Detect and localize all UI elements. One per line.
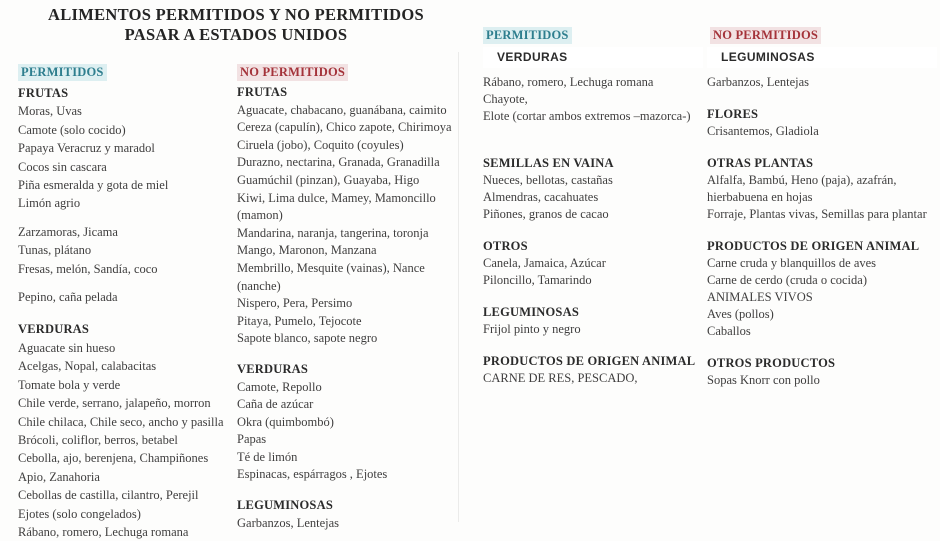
list-item: Nueces, bellotas, castañas	[483, 173, 613, 187]
document-title-line1: ALIMENTOS PERMITIDOS Y NO PERMITIDOS	[48, 5, 424, 24]
list-item: Cocos sin cascara	[18, 159, 107, 174]
food-section	[483, 47, 703, 125]
section-heading: LEGUMINOSAS	[707, 47, 937, 68]
section-heading: LEGUMINOSAS	[237, 498, 333, 513]
list-item: Papaya Veracruz y maradol	[18, 141, 155, 156]
list-item: (mamon)	[237, 208, 283, 223]
list-item: Tunas, plátano	[18, 243, 92, 258]
list-item: Cebolla, ajo, berenjena, Champiñones	[18, 451, 209, 466]
column-header-permitted: PERMITIDOS	[483, 27, 572, 44]
list-item: Té de limón	[237, 449, 298, 464]
food-section	[707, 47, 937, 91]
list-item: Elote (cortar ambos extremos –mazorca-)	[483, 109, 691, 123]
food-section	[707, 238, 937, 340]
section-heading: VERDURAS	[483, 47, 703, 68]
section-heading: FLORES	[707, 107, 759, 121]
list-item: Cereza (capulín), Chico zapote, Chirimoya	[237, 120, 452, 135]
list-item: Caballos	[707, 324, 751, 338]
list-item: Mandarina, naranja, tangerina, toronja	[237, 225, 429, 240]
column-header-permitted: PERMITIDOS	[18, 64, 107, 81]
list-item: Carne cruda y blanquillos de aves	[707, 256, 877, 270]
food-section	[237, 497, 479, 532]
section-heading: VERDURAS	[237, 361, 309, 376]
list-item: hierbabuena en hojas	[707, 190, 813, 204]
document-title-line2: PASAR A ESTADOS UNIDOS	[124, 25, 348, 44]
list-item: Caña de azúcar	[237, 397, 314, 412]
section-heading: SEMILLAS EN VAINA	[483, 156, 614, 170]
list-item: Cebollas de castilla, cilantro, Perejil	[18, 488, 199, 503]
list-item: Pepino, caña pelada	[18, 290, 118, 305]
list-item: CARNE DE RES, PESCADO,	[483, 371, 638, 385]
list-item: Apio, Zanahoria	[18, 469, 100, 484]
list-item: Chile chilaca, Chile seco, ancho y pasilla	[18, 414, 224, 429]
food-section	[707, 355, 937, 389]
list-item: Rábano, romero, Lechuga romana	[483, 75, 654, 89]
section-heading: PRODUCTOS DE ORIGEN ANIMAL	[707, 239, 920, 253]
list-item: Forraje, Plantas vivas, Semillas para plantar	[707, 207, 927, 221]
list-item: Mango, Maronon, Manzana	[237, 243, 377, 258]
column-permitted-right	[483, 26, 703, 387]
list-item: Camote, Repollo	[237, 379, 322, 394]
food-section	[483, 353, 703, 387]
list-item: Pitaya, Pumelo, Tejocote	[237, 313, 362, 328]
list-item: Tomate bola y verde	[18, 377, 121, 392]
food-section	[707, 155, 937, 223]
section-heading: OTROS PRODUCTOS	[707, 356, 836, 370]
column-header-not-permitted: NO PERMITIDOS	[710, 27, 821, 44]
list-item: Piña esmeralda y gota de miel	[18, 178, 169, 193]
section-heading: FRUTAS	[18, 86, 69, 100]
list-item: Ejotes (solo congelados)	[18, 506, 141, 521]
list-item: Garbanzos, Lentejas	[707, 75, 810, 89]
food-section	[237, 361, 479, 484]
list-item: ANIMALES VIVOS	[707, 290, 813, 304]
list-item: Nispero, Pera, Persimo	[237, 296, 353, 311]
list-item: Papas	[237, 432, 267, 447]
section-heading: PRODUCTOS DE ORIGEN ANIMAL	[483, 354, 696, 368]
blank-line	[18, 278, 232, 288]
list-item: Chayote,	[483, 92, 528, 106]
list-item: Moras, Uvas	[18, 104, 82, 119]
list-item: Frijol pinto y negro	[483, 322, 581, 336]
list-item: Espinacas, espárragos , Ejotes	[237, 467, 388, 482]
list-item: Rábano, romero, Lechuga romana	[18, 524, 189, 539]
list-item: Almendras, cacahuates	[483, 190, 599, 204]
list-item: Okra (quimbombó)	[237, 414, 334, 429]
list-item: Sapote blanco, sapote negro	[237, 331, 378, 346]
food-section	[18, 84, 232, 306]
food-section	[18, 320, 232, 541]
list-item: Fresas, melón, Sandía, coco	[18, 261, 158, 276]
list-item: Canela, Jamaica, Azúcar	[483, 256, 606, 270]
section-heading: OTROS	[483, 239, 528, 253]
list-item: Piñones, granos de cacao	[483, 207, 609, 221]
list-item: Camote (solo cocido)	[18, 122, 126, 137]
list-item: Garbanzos, Lentejas	[237, 515, 340, 530]
food-section	[237, 84, 479, 348]
list-item: Acelgas, Nopal, calabacitas	[18, 359, 157, 374]
list-item: Piloncillo, Tamarindo	[483, 273, 592, 287]
list-item: Brócoli, coliflor, berros, betabel	[18, 432, 178, 447]
column-header-not-permitted: NO PERMITIDOS	[237, 64, 348, 81]
list-item: Crisantemos, Gladiola	[707, 124, 819, 138]
list-item: Kiwi, Lima dulce, Mamey, Mamoncillo	[237, 190, 436, 205]
section-heading: OTRAS PLANTAS	[707, 156, 814, 170]
list-item: Limón agrio	[18, 196, 81, 211]
list-item: Membrillo, Mesquite (vainas), Nance	[237, 260, 425, 275]
list-item: Guamúchil (pinzan), Guayaba, Higo	[237, 172, 420, 187]
section-heading: FRUTAS	[237, 85, 288, 99]
list-item: Carne de cerdo (cruda o cocida)	[707, 273, 867, 287]
food-section	[483, 155, 703, 223]
list-item: Chile verde, serrano, jalapeño, morron	[18, 396, 211, 411]
food-section	[483, 304, 703, 338]
blank-line	[18, 213, 232, 223]
section-heading: LEGUMINOSAS	[483, 305, 579, 319]
list-item: Zarzamoras, Jicama	[18, 224, 118, 239]
list-item: Durazno, nectarina, Granada, Granadilla	[237, 155, 440, 170]
document-title	[0, 5, 472, 45]
column-permitted-left	[18, 63, 232, 541]
column-not-permitted-left	[237, 63, 479, 532]
food-section	[483, 238, 703, 289]
list-item: Aves (pollos)	[707, 307, 774, 321]
list-item: Sopas Knorr con pollo	[707, 373, 820, 387]
column-not-permitted-right	[707, 26, 937, 389]
list-item: Aguacate sin hueso	[18, 340, 116, 355]
food-section	[707, 106, 937, 140]
list-item: Aguacate, chabacano, guanábana, caimito	[237, 102, 447, 117]
list-item: (nanche)	[237, 278, 281, 293]
list-item: Ciruela (jobo), Coquito (coyules)	[237, 137, 404, 152]
section-heading: VERDURAS	[18, 322, 90, 337]
list-item: Alfalfa, Bambú, Heno (paja), azafrán,	[707, 173, 897, 187]
